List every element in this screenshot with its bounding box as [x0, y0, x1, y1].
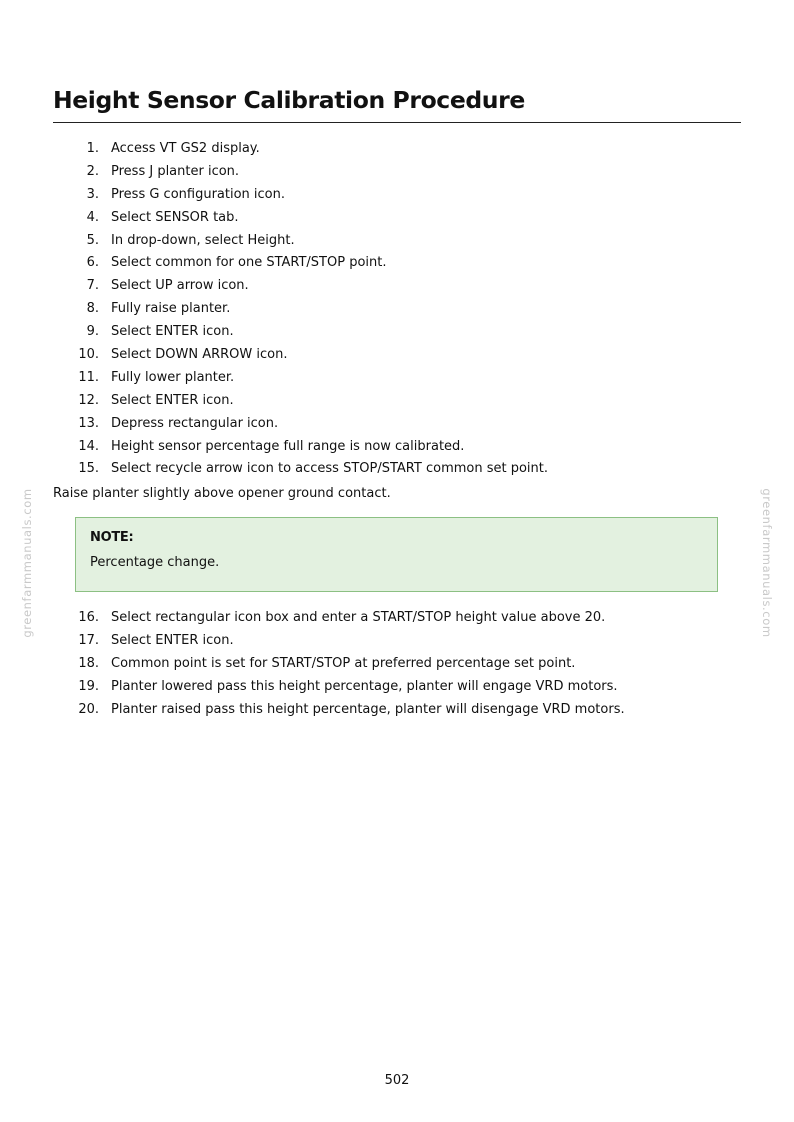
- step-number: 8.: [86, 301, 99, 317]
- step-text: Planter lowered pass this height percentage, planter will engage VRD motors.: [111, 678, 618, 694]
- step-text: Select ENTER icon.: [111, 392, 234, 408]
- step-text: Fully raise planter.: [111, 301, 231, 317]
- step-number: 19.: [78, 678, 99, 694]
- step-number: 15.: [78, 461, 99, 477]
- step-number: 7.: [86, 278, 99, 294]
- step-text: In drop-down, select Height.: [111, 232, 295, 248]
- step-text: Select common for one START/STOP point.: [111, 255, 387, 271]
- step-number: 3.: [86, 186, 99, 202]
- note-label: NOTE:: [90, 530, 134, 545]
- step-text: Select ENTER icon.: [111, 324, 234, 340]
- page-title: Height Sensor Calibration Procedure: [53, 86, 525, 114]
- step-text: Planter raised pass this height percentage, planter will disengage VRD motors.: [111, 701, 625, 717]
- step-text: Access VT GS2 display.: [111, 141, 260, 156]
- step-number: 18.: [78, 655, 99, 671]
- step-text: Common point is set for START/STOP at preferred percentage set point.: [111, 655, 576, 671]
- note-text: Percentage change.: [90, 555, 220, 570]
- step-number: 1.: [86, 141, 99, 156]
- step-text: Fully lower planter.: [111, 369, 235, 385]
- step-number: 14.: [78, 438, 99, 454]
- step-number: 17.: [78, 632, 99, 648]
- note-box: [75, 517, 718, 592]
- instruction-paragraph: Raise planter slightly above opener ground contact.: [53, 486, 391, 501]
- step-text: Depress rectangular icon.: [111, 415, 279, 431]
- step-number: 12.: [78, 392, 99, 408]
- step-number: 2.: [86, 163, 99, 179]
- watermark-right: greenfarmmanuals.com: [760, 488, 774, 638]
- step-number: 6.: [86, 255, 99, 271]
- step-number: 5.: [86, 232, 99, 248]
- step-text: Select rectangular icon box and enter a START/STOP height value above 20.: [111, 610, 606, 625]
- step-text: Select ENTER icon.: [111, 632, 234, 648]
- title-divider: [53, 122, 741, 123]
- step-number: 9.: [86, 324, 99, 340]
- step-number: 10.: [78, 347, 99, 363]
- step-text: Select DOWN ARROW icon.: [111, 347, 288, 363]
- step-text: Height sensor percentage full range is now calibrated.: [111, 438, 465, 454]
- watermark-left: greenfarmmanuals.com: [20, 488, 34, 638]
- step-text: Select recycle arrow icon to access STOP/START common set point.: [111, 461, 549, 477]
- step-text: Select UP arrow icon.: [111, 278, 249, 294]
- step-text: Select SENSOR tab.: [111, 209, 239, 225]
- step-number: 16.: [78, 610, 99, 625]
- step-number: 20.: [78, 701, 99, 717]
- step-text: Press J planter icon.: [111, 163, 240, 179]
- page-number: 502: [384, 1073, 410, 1088]
- step-number: 11.: [78, 369, 99, 385]
- step-text: Press G configuration icon.: [111, 186, 286, 202]
- step-number: 4.: [86, 209, 99, 225]
- step-number: 13.: [78, 415, 99, 431]
